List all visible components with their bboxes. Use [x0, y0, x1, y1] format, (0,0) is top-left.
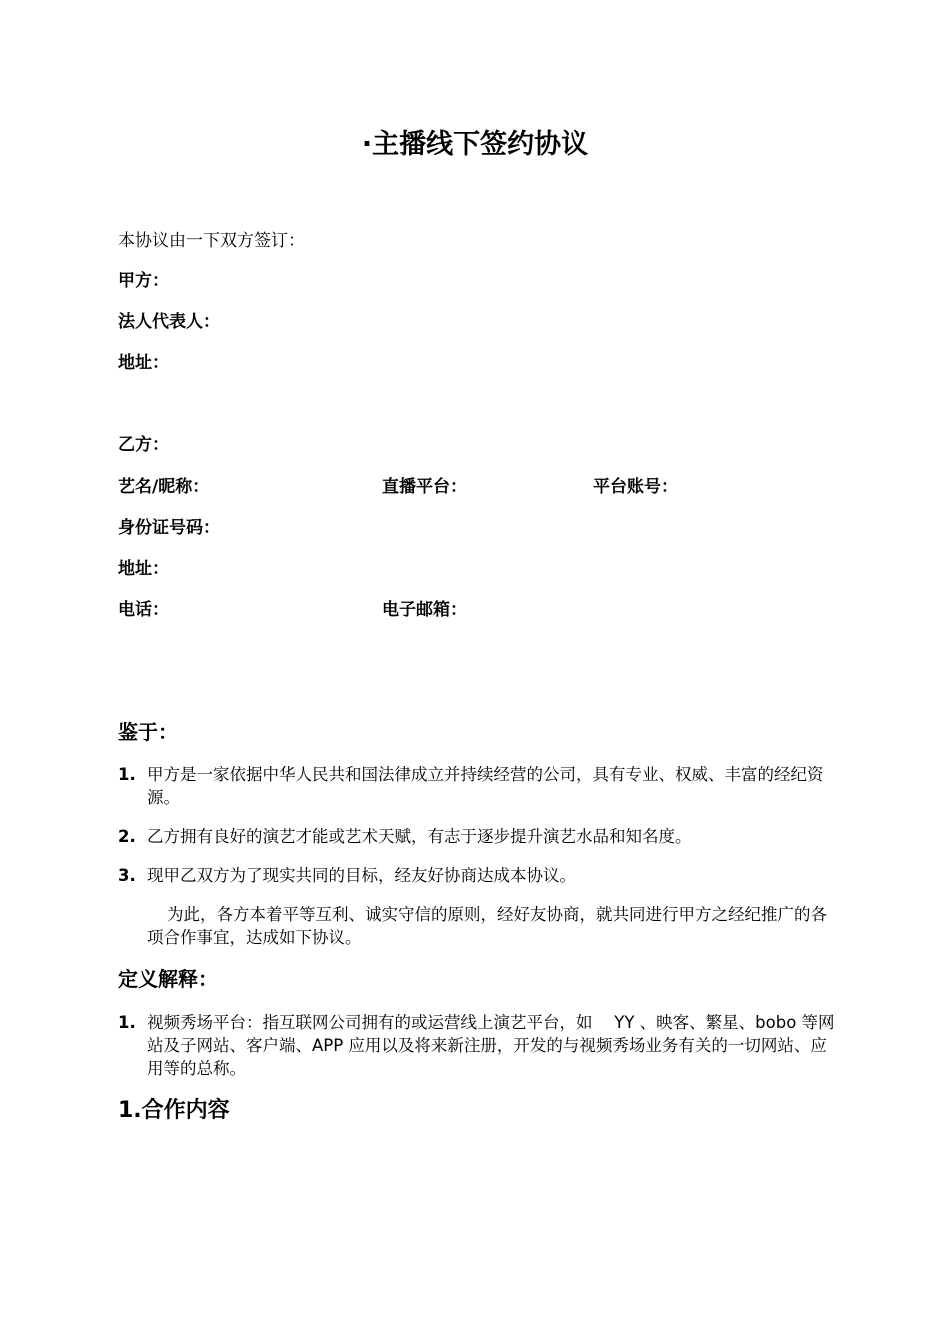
- item-text: 乙方拥有良好的演艺才能或艺术天赋，有志于逐步提升演艺水品和知名度。: [147, 827, 692, 846]
- item-text: 视频秀场平台：指互联网公司拥有的或运营线上演艺平台，如 YY 、映客、繁星、bobo 等网站及子网站、客户端、APP 应用以及将来新注册，开发的与视频秀场业务有关的一切网站、应用等的总称。: [147, 1013, 835, 1078]
- phone-label: 电话：: [118, 600, 169, 620]
- whereas-item: [118, 763, 838, 809]
- whereas-heading: 鉴于：: [118, 720, 178, 744]
- party-a-label: 甲方：: [118, 271, 169, 291]
- whereas-item: [118, 864, 838, 887]
- party-a-address-label: 地址：: [118, 353, 169, 373]
- document-title: ·主播线下签约协议: [361, 129, 589, 160]
- item-number: 2.: [118, 827, 136, 846]
- whereas-closing: 为此，各方本着平等互利、诚实守信的原则，经好友协商，就共同进行甲方之经纪推广的各项合作事宜，达成如下协议。: [147, 905, 827, 947]
- item-number: 3.: [118, 866, 136, 885]
- item-number: 1.: [118, 1013, 136, 1032]
- platform-label: 直播平台：: [382, 477, 467, 497]
- email-label: 电子邮箱：: [382, 600, 467, 620]
- id-number-label: 身份证号码：: [118, 518, 220, 538]
- legal-rep-label: 法人代表人：: [118, 312, 220, 332]
- party-b-label: 乙方：: [118, 435, 169, 455]
- item-text: 甲方是一家依据中华人民共和国法律成立并持续经营的公司，具有专业、权威、丰富的经纪资源。: [147, 765, 824, 807]
- section-number: 1.: [118, 1098, 142, 1123]
- intro-text: 本协议由一下双方签订：: [118, 231, 305, 251]
- stage-name-label: 艺名/昵称：: [118, 477, 210, 497]
- section-title: 合作内容: [141, 1098, 230, 1123]
- definitions-heading: 定义解释：: [118, 967, 218, 991]
- party-b-address-label: 地址：: [118, 559, 169, 579]
- platform-account-label: 平台账号：: [593, 477, 678, 497]
- whereas-item: [118, 825, 838, 848]
- item-number: 1.: [118, 765, 136, 784]
- item-text: 现甲乙双方为了现实共同的目标，经友好协商达成本协议。: [147, 866, 576, 885]
- definition-item: [118, 1011, 838, 1080]
- section-heading: [118, 1097, 230, 1125]
